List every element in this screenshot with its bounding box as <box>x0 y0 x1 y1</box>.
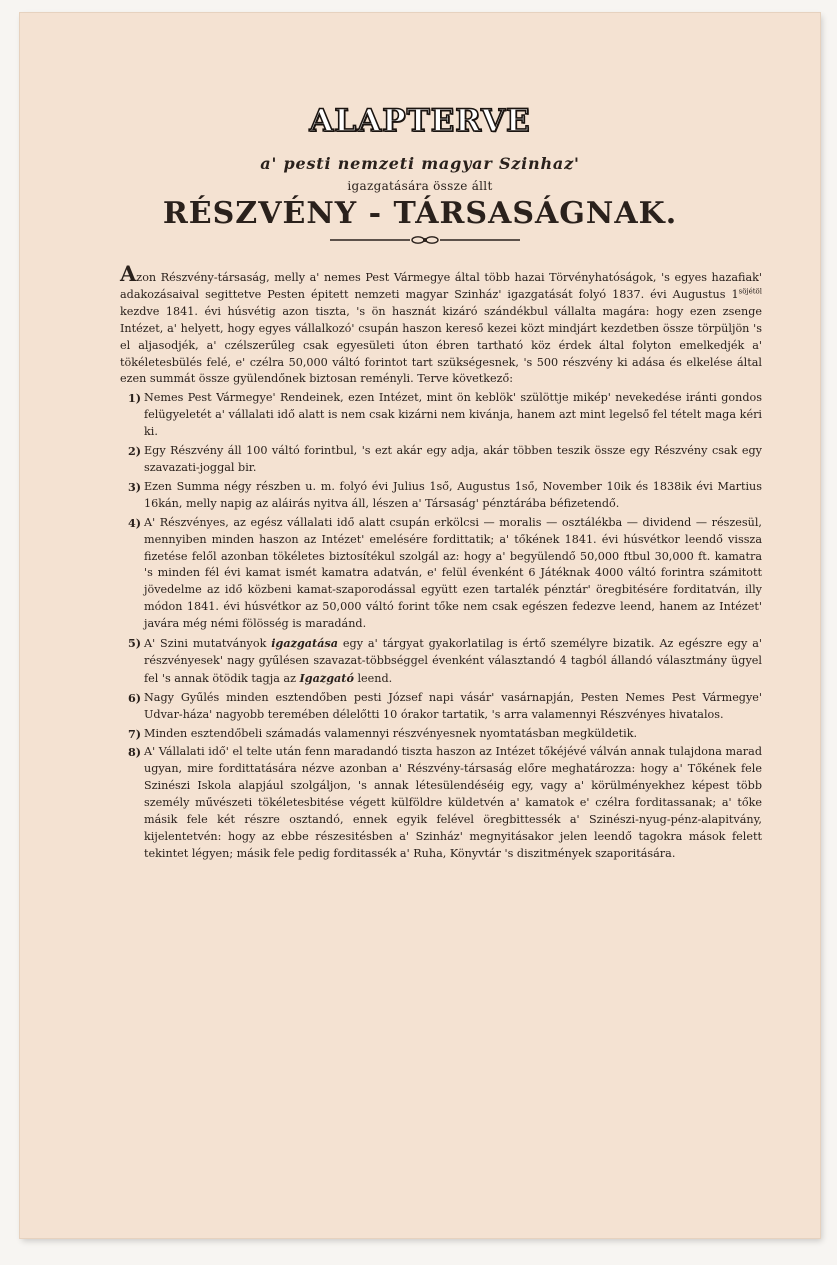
list-number: 8) <box>128 745 142 760</box>
intro-text: zon Részvény-társaság, melly a' nemes Pest Vármegye által több hazai Törvényhatóságok, 's egyes hazafiak' adakozásaival segittetve Pesten épitett nemzeti magyar Szinház' igazgatását folyó 1837. évi Augustus 1 <box>120 271 762 301</box>
intro-paragraph <box>120 261 762 388</box>
list-item <box>120 726 762 743</box>
list-number: 5) <box>128 636 142 651</box>
list-item <box>120 390 762 441</box>
list-item <box>120 515 762 633</box>
intro-text-cont: kezdve 1841. évi húsvétig azon tiszta, 's ön hasznát kizáró szándékbul vállalta magára: hogy ezen zsenge Intézet, a' helyett, hogy egyes vállalkozó' csupán haszon kereső kezei közt mindjárt kezdetben össze törpüljön 's el aljasodjék, a' czélszerűleg csak egyesületi úton ébren tartható köz érdek által folyton emelkedjék a' tökéletesbülés felé, e' czélra 50,000 váltó forintot tart szükségesnek, 's 500 részvény ki adása és elkelése által ezen summát össze gyülendőnek biztosan reményli. Terve következő: <box>120 304 762 386</box>
list-item <box>120 690 762 724</box>
list-text: Minden esztendőbeli számadás valamennyi részvényesnek nyomtatásban megküldetik. <box>144 726 638 740</box>
list-text: A' Szini mutatványok <box>144 637 272 651</box>
italic-term: igazgatása <box>271 636 339 651</box>
document-subtitle-small: igazgatására össze állt <box>347 179 493 193</box>
list-text: Nagy Gyűlés minden esztendőben pesti József napi vásár' vasárnapján, Pesten Nemes Pest Vármegye' Udvar-háza' nagyobb teremében délelőtti 10 órakor tartatik, 's arra valamennyi Részvényes hivatalos. <box>144 690 762 721</box>
list-item <box>120 744 762 862</box>
points-list <box>120 390 762 862</box>
italic-term: Igazgató <box>299 670 354 685</box>
list-text: egy a' tárgyat gyakorlatilag is értő személyre bizatik. Az egészre egy a' részvényesek' nagy gyűlésen szavazat-többséggel évenként választandó 4 tagból állandó választmány ügyel fel 's annak ötödik tagja az <box>144 637 763 685</box>
list-number: 6) <box>128 690 142 705</box>
list-number: 1) <box>128 391 142 406</box>
document-page <box>20 13 820 1238</box>
document-subtitle: a' pesti nemzeti magyar Szinhaz' <box>260 154 580 173</box>
list-text: Nemes Pest Vármegye' Rendeinek, ezen Intézet, mint ön keblök' szülöttje mikép' nevekedése iránti gondos felügyeletét a' vállalati idő alatt is nem csak kizárni nem kivánja, hanem azt mint legelső fel tételt maga kéri ki. <box>144 391 762 439</box>
list-text: Egy Részvény áll 100 váltó forintbul, 's ezt akár egy adja, akár többen teszik össze egy Részvény csak egy szavazati-joggal bir. <box>144 444 762 474</box>
list-item <box>120 635 762 688</box>
list-number: 3) <box>128 479 142 494</box>
list-text: leend. <box>353 671 393 685</box>
document-heading: RÉSZVÉNY - TÁRSASÁGNAK. <box>162 196 678 231</box>
drop-cap: A <box>120 261 137 286</box>
list-number: 4) <box>128 515 142 530</box>
list-number: 7) <box>128 726 142 741</box>
ornament-divider-icon <box>330 235 520 245</box>
document-body <box>120 261 763 865</box>
document-title: ALAPTERVE <box>309 103 531 139</box>
list-text: A' Részvényes, az egész vállalati idő alatt csupán erkölcsi — moralis — osztálékba — dividend — részesül, mennyiben minden haszon az Intézet' emelésére fordittatik; a' tőkének 1841. évi húsvétkor leendő vissza fizetése felől azonban tökéletes biztosítékul szolgál az: hogy a' begyülendő 50,000 ftbul 30,000 ft. kamatra 's minden fél évi kamat ismét kamatra adatván, e' felül évenként 6 Játéknak 4000 váltó forintra számitott jövedelme az idő közbeni kamat-szaporodással együtt ezen tartalék pénztár' öregbitésére forditatván, illy módon 1841. évi húsvétkor az 50,000 váltó forint tőke nem csak egészen fedezve leend, hanem az Intézet' javára még némi fölösség is maradánd. <box>144 515 762 631</box>
list-item <box>120 443 762 477</box>
superscript-text: söjétöl <box>738 287 762 296</box>
list-text: Ezen Summa négy részben u. m. folyó évi Julius 1ső, Augustus 1ső, November 10ik és 1838ik évi Martius 16kán, melly napig az aláirás nyitva áll, lészen a' Társaság' pénztárába béfizetendő. <box>144 479 762 510</box>
list-number: 2) <box>128 444 142 459</box>
list-item <box>120 479 762 513</box>
list-text: A' Vállalati idő' el telte után fenn maradandó tiszta haszon az Intézet tőkéjévé válván annak tulajdona marad ugyan, mire fordittatására nézve azonban a' Részvény-társaság előre meghatározza: hogy a' Tőkének fele Szinészi Iskola alapjául szolgáljon, 's annak létesülendéséig egy, vagy a' körülményekhez képest több személy művészeti tökéletesbitése végett külföldre küldetvén a' kamatok e' czélra forditassanak; a' tőke másik fele két részre osztandó, ennek egyik felével öregbittessék a' Szinészi-nyug-pénz-alapitvány, kijelentetvén: hogy az ebbe részesitésben a' Szinház' megnyitásakor jelen leendő tagokra mások felett tekintet légyen; másik fele pedig forditassék a' Ruha, Könyvtár 's diszitmények szaporitására. <box>144 745 762 860</box>
